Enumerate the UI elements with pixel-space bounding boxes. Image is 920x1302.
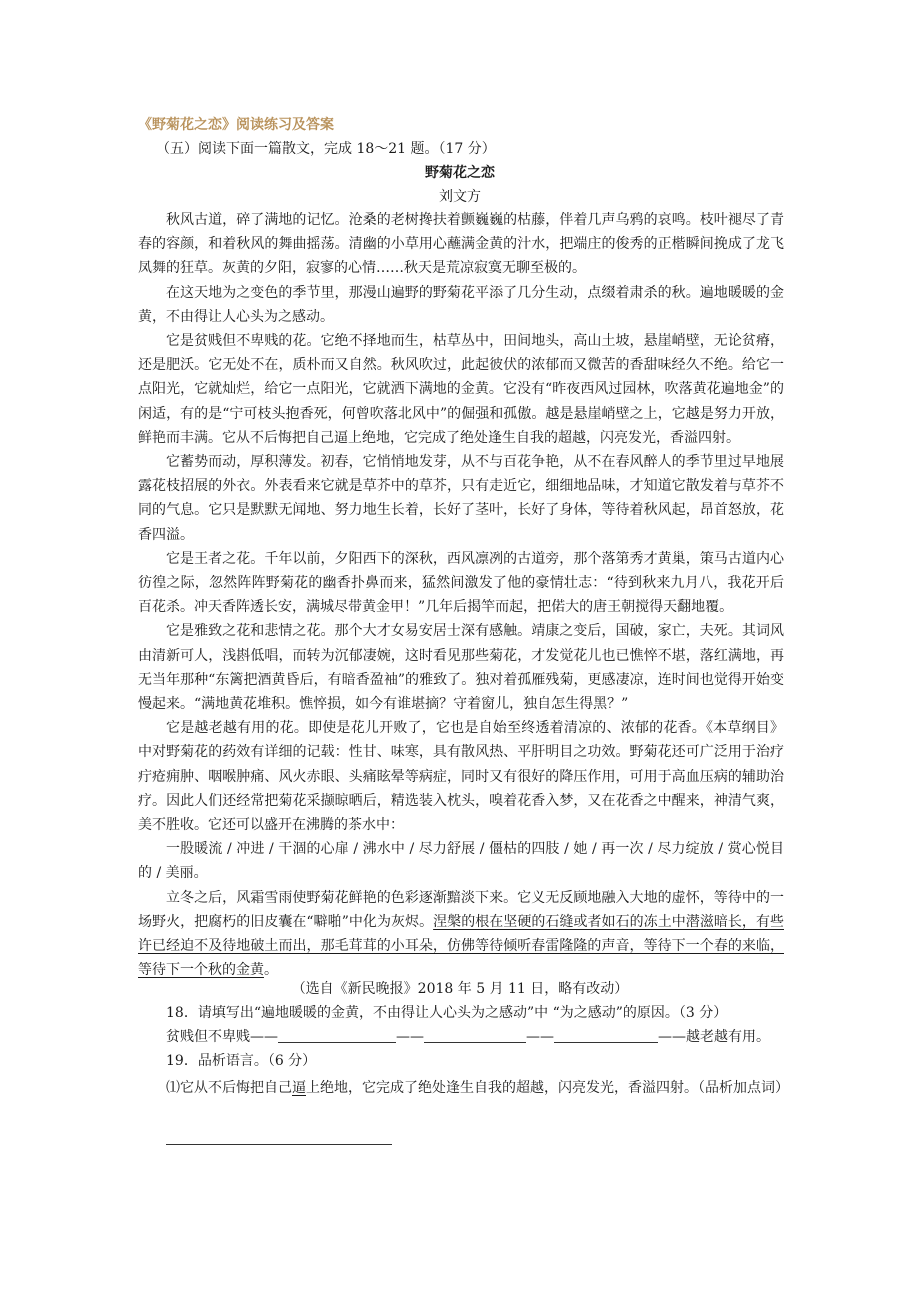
article-source: （选自《新民晚报》2018 年 5 月 11 日，略有改动） [291,981,629,997]
paragraph-9 [138,886,784,983]
q18-end: ——越老越有用。 [658,1029,770,1045]
document-title: 《野菊花之恋》阅读练习及答案 [138,117,334,133]
q19-1-marked-word: 逼 [292,1080,306,1096]
question-19: 19．品析语言。（6 分） [166,1053,317,1069]
underlined-sentence: 涅槃的根在坚硬的石缝或者如石的冻土中潜滋暗长，有些许已经迫不及待地破土而出，那毛茸茸的小耳朵，仿佛等待倾听春雷隆隆的声音，等待下一个春的来临，等待下一个秋的金黄 [138,913,784,979]
question-19-item-1 [166,1077,789,1097]
q19-1-pre: ⑴它从不后悔把自己 [166,1080,292,1096]
paragraph-5: 它是王者之花。千年以前，夕阳西下的深秋，西风凛冽的古道旁，那个落第秀才黄巢，策马古道内心彷徨之际，忽然阵阵野菊花的幽香扑鼻而来，猛然间激发了他的豪情壮志：“待到秋来九月八，我花开后百花杀。冲天香阵透长安，满城尽带黄金甲！”几年后揭竿而起，把偌大的唐王朝搅得天翻地覆。 [138,550,784,616]
paragraph-7: 它是越老越有用的花。即使是花儿开败了，它也是自始至终透着清凉的、浓郁的花香。《本草纲目》中对野菊花的药效有详细的记载：性甘、味寒，具有散风热、平肝明目之功效。野菊花还可广泛用于治疗疔疮痈肿、咽喉肿痛、风火赤眼、头痛眩晕等病症，同时又有很好的降压作用，可用于高血压病的辅助治疗。因此人们还经常把菊花采撷晾晒后，精选装入枕头，嗅着花香入梦，又在花香之中醒来，神清气爽，美不胜收。它还可以盛开在沸腾的茶水中： [138,720,784,834]
q18-sep-2: —— [526,1029,554,1045]
article-title: 野菊花之恋 [425,165,495,181]
question-18: 18．请填写出“遍地暖暖的金黄，不由得让人心头为之感动”中 “为之感动”的原因。（3 分） [166,1005,728,1021]
paragraph-3: 它是贫贱但不卑贱的花。它绝不择地而生，枯草丛中，田间地头，高山土坡，悬崖峭壁，无论贫瘠，还是肥沃。它无处不在，质朴而又自然。秋风吹过，此起彼伏的浓郁而又微苦的香甜味经久不绝。给它一点阳光，它就灿烂，给它一点阳光，它就洒下满地的金黄。它没有“昨夜西风过园林，吹落黄花遍地金”的闲适，有的是“宁可枝头抱香死，何曾吹落北风中”的倔强和孤傲。越是悬崖峭壁之上，它越是努力开放，鲜艳而丰满。它从不后悔把自己逼上绝地，它完成了绝处逢生自我的超越，闪亮发光，香溢四射。 [138,333,784,446]
q18-sep-1: —— [396,1029,424,1045]
article-body [138,208,784,983]
answer-blank-1[interactable] [278,1028,396,1043]
paragraph-9-end: 。 [264,962,278,979]
answer-blank-3[interactable] [554,1028,658,1043]
paragraph-4: 它蓄势而动，厚积薄发。初春，它悄悄地发芽，从不与百花争艳，从不在春风醉人的季节里过早地展露花枝招展的外衣。外表看来它就是草芥中的草芥，只有走近它，细细地品味，才知道它散发着与草芥不同的气息。它只是默默无闻地、努力地生长着，长好了茎叶，长好了身体，等待着秋风起，昂首怒放，花香四溢。 [138,454,784,543]
answer-line[interactable] [166,1144,392,1145]
article-author: 刘文方 [439,189,481,205]
paragraph-6: 它是雅致之花和悲情之花。那个大才女易安居士深有感触。靖康之变后，国破，家亡，夫死。其词风由清新可人，浅斟低唱，而转为沉郁凄婉，这时看见那些菊花，才发觉花儿也已憔悴不堪，落红满地，再无当年那种“东篱把酒黄昏后，有暗香盈袖”的雅致了。独对着孤雁残菊，更感凄凉，连时间也觉得开始变慢起来。“满地黄花堆积。憔悴损，如今有谁堪摘？守着窗儿，独自怎生得黑？” [138,623,784,713]
question-18-blanks [166,1026,770,1046]
q18-start: 贫贱但不卑贱—— [166,1029,278,1045]
paragraph-1: 秋风古道，碎了满地的记忆。沧桑的老树搀扶着颤巍巍的枯藤，伴着几声乌鸦的哀鸣。枝叶褪尽了青春的容颜，和着秋风的舞曲摇荡。清幽的小草用心蘸满金黄的汁水，把端庄的俊秀的正楷瞬间挽成了龙飞凤舞的狂草。灰黄的夕阳，寂寥的心情……秋天是荒凉寂寞无聊至极的。 [138,212,784,277]
paragraph-2: 在这天地为之变色的季节里，那漫山遍野的野菊花平添了几分生动，点缀着肃杀的秋。遍地暖暖的金黄，不由得让人心头为之感动。 [138,284,784,325]
answer-blank-2[interactable] [424,1028,526,1043]
paragraph-9-text: 立冬之后，风霜雪雨使野菊花鲜艳的色彩逐渐黯淡下来。它义无反顾地融入大地的虚怀，等待中的一场野火，把腐朽的旧皮囊在“噼啪”中化为灰烬。 [138,889,784,930]
q19-1-post: 上绝地，它完成了绝处逢生自我的超越，闪亮发光，香溢四射。（品析加点词） [306,1080,789,1096]
section-intro: （五）阅读下面一篇散文，完成 18～21 题。（17 分） [156,141,496,157]
poem-lines: 一股暖流 / 冲进 / 干涸的心扉 / 沸水中 / 尽力舒展 / 僵枯的四肢 / 她 / 再一次 / 尽力绽放 / 赏心悦目的 / 美丽。 [138,841,784,882]
